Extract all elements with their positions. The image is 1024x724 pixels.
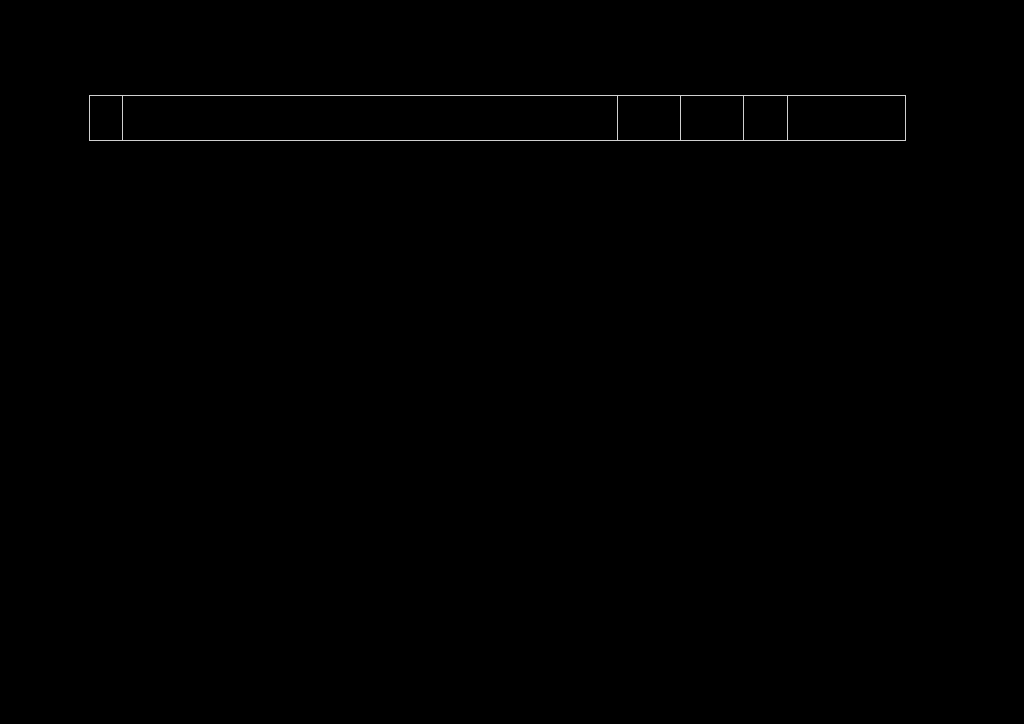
exam-table — [89, 95, 906, 141]
col-header-specialty — [788, 96, 906, 141]
col-header-followup — [681, 96, 744, 141]
header-blank-cell — [90, 96, 123, 141]
section-title — [123, 96, 618, 141]
prenatal-header — [90, 96, 906, 141]
col-header-diagnosis — [618, 96, 681, 141]
section-header-row — [90, 96, 906, 141]
col-header-periodic — [744, 96, 788, 141]
